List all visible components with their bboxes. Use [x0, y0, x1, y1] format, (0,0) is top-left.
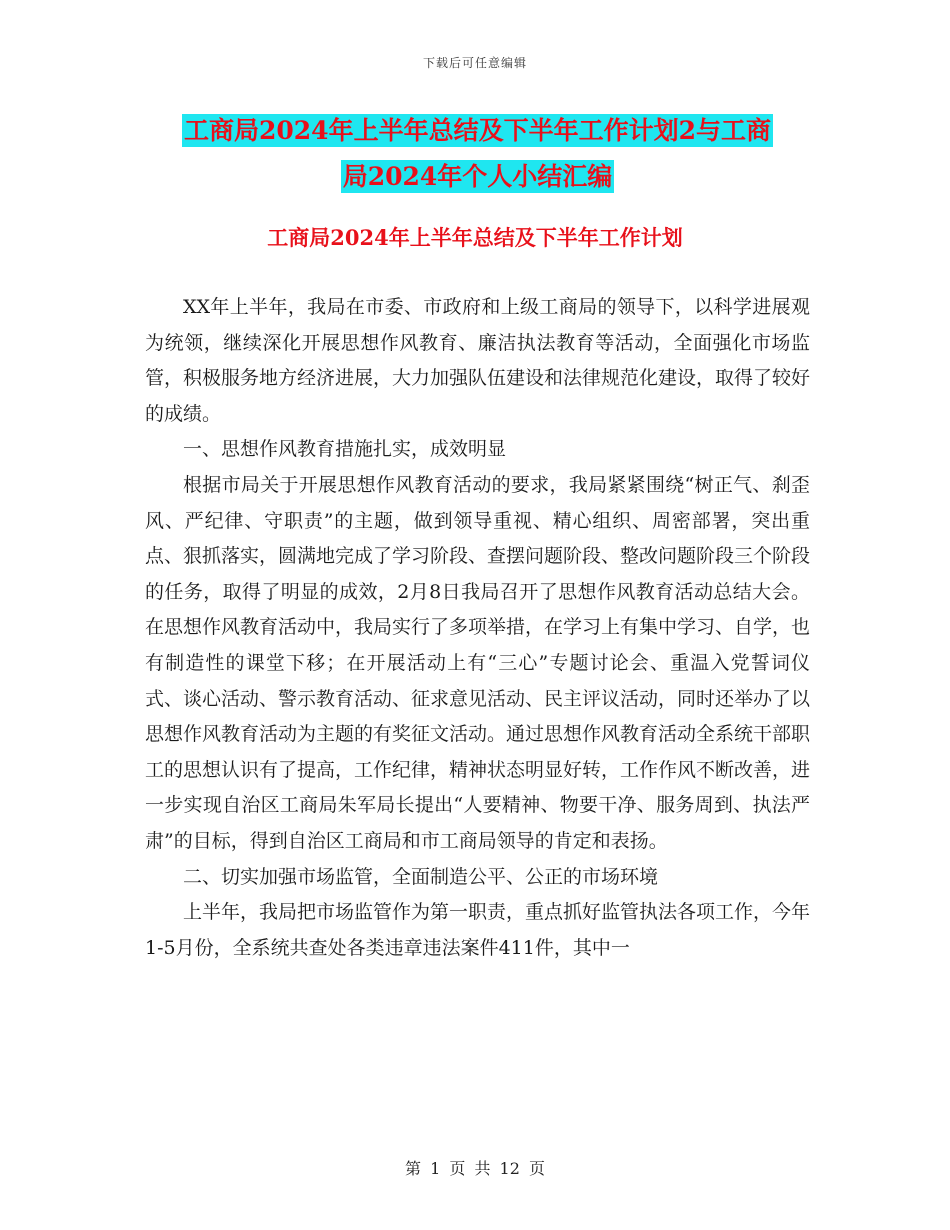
section-title: 工商局2024年上半年总结及下半年工作计划: [267, 225, 683, 250]
body-text: [145, 290, 810, 966]
document-title: [145, 108, 810, 200]
paragraph-section-2: 上半年，我局把市场监管作为第一职责，重点抓好监管执法各项工作，今年1-5月份，全系统共查处各类违章违法案件411件，其中一: [145, 901, 811, 959]
heading-section-1: 一、思想作风教育措施扎实，成效明显: [183, 438, 507, 461]
paragraph-intro: XX年上半年，我局在市委、市政府和上级工商局的领导下，以科学进展观为统领，继续深化开展思想作风教育、廉洁执法教育等活动，全面强化市场监管，积极服务地方经济进展，大力加强队伍建设和法律规范化建设，取得了较好的成绩。: [145, 296, 811, 425]
page-footer: 第 1 页 共 12 页: [405, 1159, 545, 1178]
title-line-1: 工商局2024年上半年总结及下半年工作计划2与工商: [184, 116, 771, 145]
heading-section-2: 二、切实加强市场监管，全面制造公平、公正的市场环境: [183, 865, 659, 888]
header-note: 下载后可任意编辑: [422, 56, 527, 70]
paragraph-section-1: 根据市局关于开展思想作风教育活动的要求，我局紧紧围绕“树正气、刹歪风、严纪律、守职责”的主题，做到领导重视、精心组织、周密部署，突出重点、狠抓落实，圆满地完成了学习阶段、查摆问题阶段、整改问题阶段三个阶段的任务，取得了明显的成效，2月8日我局召开了思想作风教育活动总结大会。在思想作风教育活动中，我局实行了多项举措，在学习上有集中学习、自学，也有制造性的课堂下移；在开展活动上有“三心”专题讨论会、重温入党誓词仪式、谈心活动、警示教育活动、征求意见活动、民主评议活动，同时还举办了以思想作风教育活动为主题的有奖征文活动。通过思想作风教育活动全系统干部职工的思想认识有了提高，工作纪律，精神状态明显好转，工作作风不断改善，进一步实现自治区工商局朱军局长提出“人要精神、物要干净、服务周到、执法严肃”的目标，得到自治区工商局和市工商局领导的肯定和表扬。: [145, 473, 811, 852]
title-line-2: 局2024年个人小结汇编: [342, 162, 613, 191]
